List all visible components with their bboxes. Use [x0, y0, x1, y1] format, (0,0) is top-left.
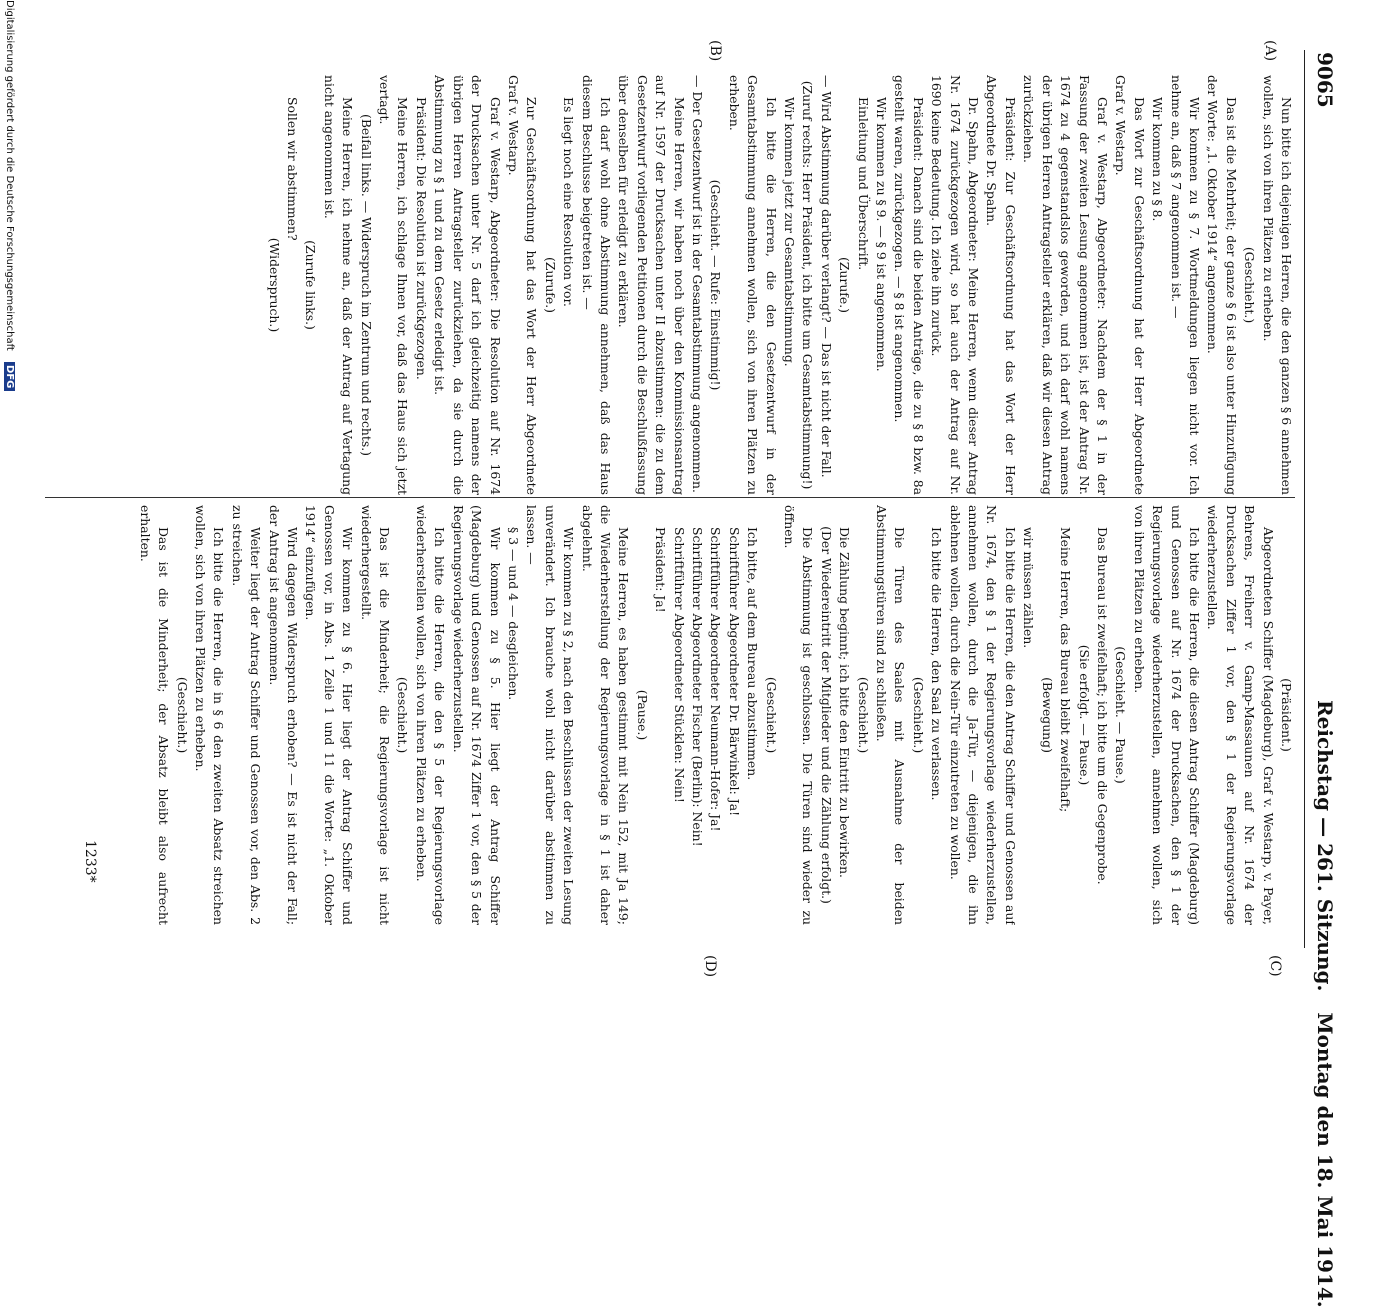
paragraph: Das ist die Minderheit; der Absatz bleibt also aufrecht erhalten. [137, 505, 172, 925]
paragraph: Ich bitte die Herren, die den Gesetzentwurf in der Gesamtabstimmung annehmen wollen, sich von ihren Plätzen zu erheben. [726, 75, 779, 495]
paragraph: Das ist die Minderheit; die Regierungsvorlage ist nicht wiederhergestellt. [358, 505, 393, 925]
paragraph: Das Wort zur Geschäftsordnung hat der Herr Abgeordnete Graf v. Westarp. [1113, 75, 1147, 495]
paragraph: Wir kommen jetzt zur Gesamtabstimmung. [782, 97, 798, 367]
bottom-page-number: 1233* [82, 840, 98, 883]
paragraph: (Geschieht.) [1242, 246, 1258, 324]
paragraph: Wir kommen zu § 6. Hier liegt der Antrag Schiffer und Genossen vor, in Abs. 1 Zeile 1 und 11 die Worte: „1. Oktober 1914“ einzufügen. [303, 505, 356, 925]
paragraph: (Geschieht. — Rufe: Einstimmig!) [708, 179, 724, 391]
paragraph: (Zuruf rechts: Herr Präsident, ich bitte um Gesamtabstimmung!) [800, 80, 816, 490]
paragraph: § 3 — und 4 — desgleichen. [505, 527, 521, 701]
paragraph: Präsident: Die Resolution ist zurückgezogen. [413, 97, 429, 380]
paragraph: Meine Herren, ich schlage Ihnen vor, daß das Haus sich jetzt vertagt. [377, 75, 411, 495]
paragraph: Ich darf wohl ohne Abstimmung annehmen, daß das Haus diesem Beschlusse beigetreten ist. — [579, 75, 613, 495]
paragraph: Wir kommen zu § 2, nach den Beschlüssen der zweiten Lesung unverändert. Ich brauche wohl nicht darüber abstimmen zu lassen. — [524, 505, 577, 925]
paragraph: Meine Herren, ich nehme an, daß der Antrag auf Vertagung nicht angenommen ist. [321, 75, 356, 495]
paragraph: Schriftführer Abgeordneter Fischer (Berlin): Nein! [690, 527, 705, 847]
paragraph: (Bewegung) [1039, 677, 1055, 753]
paragraph: Ich bitte die Herren, die den § 5 der Regierungsvorlage wiederherstellen wollen, sich von ihren Plätzen zu erheben. [413, 505, 448, 925]
paragraph: (Pause.) [634, 689, 650, 741]
paragraph: Die Abstimmung ist geschlossen. Die Türen sind wieder zu öffnen. [782, 505, 816, 925]
paragraph: (Geschieht.) [855, 676, 871, 754]
paragraph: (Widerspruch.) [266, 237, 282, 333]
paragraph: Ich bitte, auf dem Bureau abzustimmen. [745, 527, 761, 781]
paragraph: Ich bitte die Herren, die den Antrag Schiffer und Genossen auf Nr. 1674, den § 1 der Regierungsvorlage wiederherzustellen, annehmen wollen, durch die Ja-Tür, — diejenigen, die ihn ablehnen wollen, durch die Nein-Tür einzutreten zu wollen. [947, 505, 1018, 925]
paragraph: Wir kommen zu § 5. Hier liegt der Antrag Schiffer (Magdeburg) und Genossen auf Nr. 1674 Ziffer 1 vor, den § 5 der Regierungsvorlage wiederherzustellen. [450, 505, 503, 925]
paragraph: (Zurufe.) [542, 256, 558, 314]
paragraph: (Geschieht. — Pause.) [1113, 646, 1129, 784]
paragraph: — Der Gesetzentwurf ist in der Gesamtabstimmung angenommen. [690, 75, 705, 493]
paragraph: Präsident: Zur Geschäftsordnung hat das Wort der Herr Abgeordnete Dr. Spahn. [984, 75, 1018, 495]
paragraph: wir müssen zählen. [1021, 527, 1037, 649]
paragraph: Wir kommen zu § 8. [1150, 97, 1166, 222]
paragraph: (Geschieht.) [763, 676, 779, 754]
paragraph: Wir kommen zu § 9. — § 9 ist angenommen. [874, 97, 890, 372]
paragraph: (Geschieht.) [395, 676, 411, 754]
paragraph: (Geschieht.) [174, 676, 190, 754]
header-title-right: Montag den 18. Mai 1914. [1313, 1012, 1337, 1308]
paragraph: Dr. Spahn, Abgeordneter: Meine Herren, wenn dieser Antrag Nr. 1674 zurückgezogen wird, so hat auch der Antrag auf Nr. 1690 keine Bedeutung. Ich ziehe ihn zurück. [929, 75, 982, 495]
paragraph: (Geschieht.) [910, 676, 926, 754]
header-title: Reichstag—261. Sitzung. Montag den 18. Mai 1914. [1313, 700, 1337, 1308]
paragraph: Wird dagegen Widerspruch erhoben? — Es ist nicht der Fall; der Antrag ist angenommen. [266, 505, 301, 925]
paragraph: Die Zählung beginnt; ich bitte den Eintritt zu bewirken. [837, 527, 853, 878]
margin-letter-a: (A) [1262, 40, 1278, 62]
paragraph: Graf v. Westarp, Abgeordneter: Die Resolution auf Nr. 1674 der Drucksachen unter Nr. 5 darf ich gleichzeitig namens der übrigen Herren Antragsteller zurückziehen, da sie durch die Abstimmung zu § 1 und zu dem Gesetz erledigt ist. [432, 75, 503, 495]
page-header [1305, 0, 1345, 1308]
paragraph: Ich bitte die Herren, den Saal zu verlassen. [929, 527, 945, 801]
paragraph: Das Bureau ist zweifelhaft; ich bitte um die Gegenprobe. [1094, 527, 1110, 885]
paragraph: Ich bitte die Herren, die diesen Antrag Schiffer (Magdeburg) und Genossen auf Nr. 1674 der Drucksachen, den § 1 der Regierungsvorlage wiederherzustellen, annehmen wollen, sich von ihren Plätzen zu erheben. [1131, 505, 1202, 925]
header-title-left: Reichstag [1313, 700, 1337, 812]
column-divider [45, 497, 1295, 498]
paragraph: Die Türen des Saales mit Ausnahme der beiden Abstimmungstüren sind zu schließen. [874, 505, 908, 925]
paragraph: Meine Herren, wir haben noch über den Kommissionsantrag auf Nr. 1597 der Drucksachen unter II abzustimmen: die zu dem Gesetzentwurf vorliegenden Petitionen durch die Beschlußfassung über denselben für erledigt zu erklären. [616, 75, 687, 495]
margin-letter-d: (D) [702, 955, 718, 978]
header-rule [1304, 50, 1305, 948]
paragraph: (Sie erfolgt. — Pause.) [1076, 644, 1092, 786]
paragraph: (Zurufe links.) [303, 240, 319, 330]
paragraph: Nun bitte ich diejenigen Herren, die den ganzen § 6 annehmen wollen, sich von ihren Plätzen zu erheben. [1260, 75, 1294, 495]
paragraph: Meine Herren, das Bureau bleibt zweifelhaft; [1058, 527, 1074, 813]
margin-letter-c: (C) [1267, 955, 1283, 977]
header-title-mid: 261. Sitzung. [1313, 843, 1337, 992]
footer-note [4, 0, 15, 1000]
paragraph: (Zurufe.) [837, 256, 853, 314]
header-page-number: 9065 [1313, 52, 1337, 108]
left-column [45, 75, 1295, 495]
paragraph: Ich bitte die Herren, die in § 6 den zweiten Absatz streichen wollen, sich von ihren Plätzen zu erheben. [193, 505, 227, 925]
paragraph: Sollen wir abstimmen? [285, 97, 301, 241]
paragraph: (Präsident.) [1279, 678, 1294, 752]
paragraph: Wir kommen zu § 7. Wortmeldungen liegen nicht vor. Ich nehme an, daß § 7 angenommen ist. — [1168, 75, 1202, 495]
paragraph: Einleitung und Überschrift. [855, 97, 871, 271]
paragraph: (Beifall links. — Widerspruch im Zentrum und rechts.) [358, 113, 374, 457]
paragraph: Weiter liegt der Antrag Schiffer und Genossen vor, den Abs. 2 zu streichen. [229, 505, 264, 925]
paragraph: Meine Herren, es haben gestimmt mit Nein 152, mit Ja 149; die Wiederherstellung der Regierungsvorlage in § 1 ist daher abgelehnt. [579, 505, 632, 925]
right-column [45, 505, 1295, 925]
paragraph: Es liegt noch eine Resolution vor. [561, 97, 577, 307]
margin-letter-b: (B) [707, 40, 723, 62]
paragraph: (Der Wiedereintritt der Mitglieder und die Zählung erfolgt.) [818, 526, 834, 904]
paragraph: Schriftführer Abgeordneter Neumann-Hofer: Ja! [708, 527, 724, 832]
paragraph: Präsident: Danach sind die beiden Anträge, die zu § 8 bzw. 8a gestellt waren, zurückgezogen. — § 8 ist angenommen. [892, 75, 926, 495]
footer-text: Digitalisierung gefördert durch die Deutsche Forschungsgemeinschaft [4, 0, 15, 351]
paragraph: Schriftführer Abgeordneter Stücklen: Nein! [671, 527, 687, 803]
paragraph: Das ist die Mehrheit; der ganze § 6 ist also unter Hinzufügung der Worte: „1. Oktober 1914“ angenommen. [1205, 75, 1239, 495]
paragraph: — Wird Abstimmung darüber verlangt? — Das ist nicht der Fall. [818, 75, 834, 478]
paragraph: Schriftführer Abgeordneter Dr. Bärwinkel: Ja! [726, 527, 742, 817]
paragraph: Graf v. Westarp, Abgeordneter: Nachdem der § 1 in der Fassung der zweiten Lesung angenommen ist, ist der Antrag Nr. 1674 zu 4 gegenstandslos geworden, und ich darf wohl namens der übrigen Herren Antragsteller erklären, daß wir diesen Antrag zurückziehen. [1021, 75, 1110, 495]
paragraph: Präsident: Ja! [653, 527, 669, 613]
paragraph: Zur Geschäftsordnung hat das Wort der Herr Abgeordnete Graf v. Westarp. [505, 75, 540, 495]
paragraph: Abgeordneten Schiffer (Magdeburg), Graf v. Westarp, v. Payer, Behrens, Freiherr v. Gamp-Massaunen auf Nr. 1674 der Drucksachen Ziffer 1 vor, den § 1 der Regierungsvorlage wiederherzustellen. [1205, 505, 1276, 925]
dfg-logo: DFG [4, 362, 15, 391]
